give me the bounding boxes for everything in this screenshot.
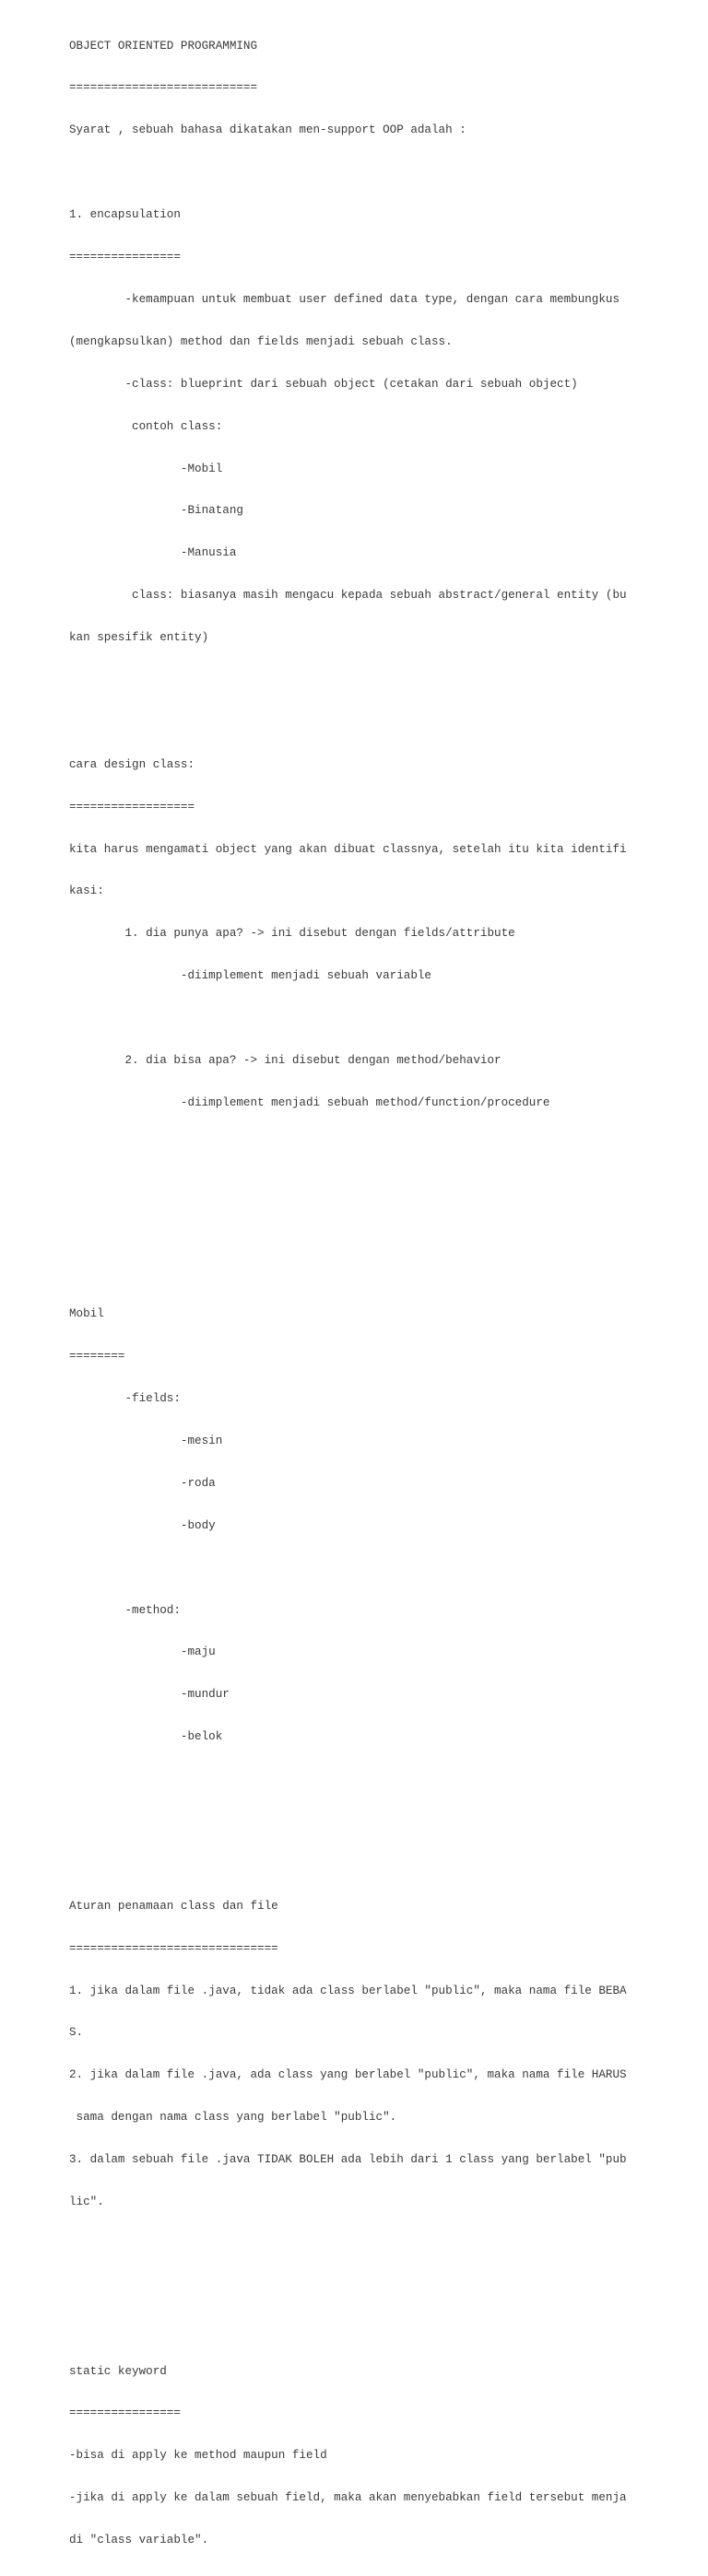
doc-line: -mundur	[69, 1688, 230, 1702]
doc-line: 3. dalam sebuah file .java TIDAK BOLEH ada lebih dari 1 class yang berlabel "pub	[69, 2153, 627, 2167]
doc-line: (mengkapsulkan) method dan fields menjadi sebuah class.	[69, 334, 453, 348]
doc-line	[69, 166, 678, 180]
doc-line: sama dengan nama class yang berlabel "public".	[69, 2111, 397, 2125]
section-heading-mobil: Mobil	[69, 1307, 104, 1321]
doc-line: -roda	[69, 1476, 216, 1490]
doc-line	[69, 1012, 678, 1025]
doc-line: S.	[69, 2026, 84, 2040]
section-underline: ==============================	[69, 1941, 278, 1955]
doc-line: -Binatang	[69, 504, 243, 518]
doc-title: OBJECT ORIENTED PROGRAMMING	[69, 39, 258, 53]
doc-line: -maju	[69, 1645, 216, 1659]
section-heading-naming-rules: Aturan penamaan class dan file	[69, 1899, 278, 1913]
doc-line	[69, 1181, 678, 1195]
doc-line: -class: blueprint dari sebuah object (cetakan dari sebuah object)	[69, 377, 578, 391]
section-heading-encapsulation: 1. encapsulation	[69, 208, 181, 222]
doc-line	[69, 716, 678, 730]
doc-title-underline: ===========================	[69, 81, 258, 95]
doc-line	[69, 1857, 678, 1871]
doc-line: 2. jika dalam file .java, ada class yang berlabel "public", maka nama file HARUS	[69, 2068, 627, 2082]
doc-line: -Manusia	[69, 546, 237, 560]
doc-line	[69, 1224, 678, 1237]
doc-line: -belok	[69, 1730, 223, 1744]
doc-line: 1. dia punya apa? -> ini disebut dengan fields/attribute	[69, 927, 515, 941]
doc-line: 1. jika dalam file .java, tidak ada class berlabel "public", maka nama file BEBA	[69, 1984, 627, 1997]
section-heading-static-keyword: static keyword	[69, 2364, 167, 2378]
doc-line: lic".	[69, 2195, 104, 2209]
doc-line	[69, 673, 678, 687]
doc-line: -mesin	[69, 1434, 223, 1447]
doc-line: Syarat , sebuah bahasa dikatakan men-support OOP adalah :	[69, 123, 466, 137]
section-underline: ==================	[69, 800, 195, 814]
doc-line: 2. dia bisa apa? -> ini disebut dengan method/behavior	[69, 1053, 502, 1067]
section-underline: ========	[69, 1350, 125, 1364]
doc-line	[69, 1265, 678, 1279]
doc-line	[69, 1815, 678, 1829]
doc-line: -bisa di apply ke method maupun field	[69, 2449, 327, 2463]
doc-line: -method:	[69, 1603, 181, 1617]
doc-line: -kemampuan untuk membuat user defined data type, dengan cara membungkus	[69, 292, 620, 306]
doc-line: contoh class:	[69, 419, 223, 433]
section-underline: ================	[69, 251, 181, 264]
doc-line: kan spesifik entity)	[69, 631, 209, 645]
doc-line: kasi:	[69, 884, 104, 898]
doc-line	[69, 1773, 678, 1786]
doc-line	[69, 2323, 678, 2336]
doc-line: -fields:	[69, 1392, 181, 1406]
doc-line: class: biasanya masih mengacu kepada sebuah abstract/general entity (bu	[69, 589, 627, 603]
doc-line: -jika di apply ke dalam sebuah field, maka akan menyebabkan field tersebut menja	[69, 2491, 627, 2505]
section-underline: ================	[69, 2406, 181, 2420]
doc-line: -diimplement menjadi sebuah method/function/procedure	[69, 1095, 550, 1109]
doc-line: -body	[69, 1518, 216, 1532]
doc-line	[69, 1139, 678, 1153]
document-text	[69, 11, 678, 2576]
doc-line: -Mobil	[69, 462, 223, 475]
doc-line: di "class variable".	[69, 2534, 209, 2547]
doc-line	[69, 2238, 678, 2252]
doc-line: -diimplement menjadi sebuah variable	[69, 969, 431, 983]
doc-line	[69, 1562, 678, 1575]
doc-line: kita harus mengamati object yang akan dibuat classnya, setelah itu kita identifi	[69, 842, 627, 856]
doc-line	[69, 2280, 678, 2294]
section-heading-design-class: cara design class:	[69, 757, 195, 771]
